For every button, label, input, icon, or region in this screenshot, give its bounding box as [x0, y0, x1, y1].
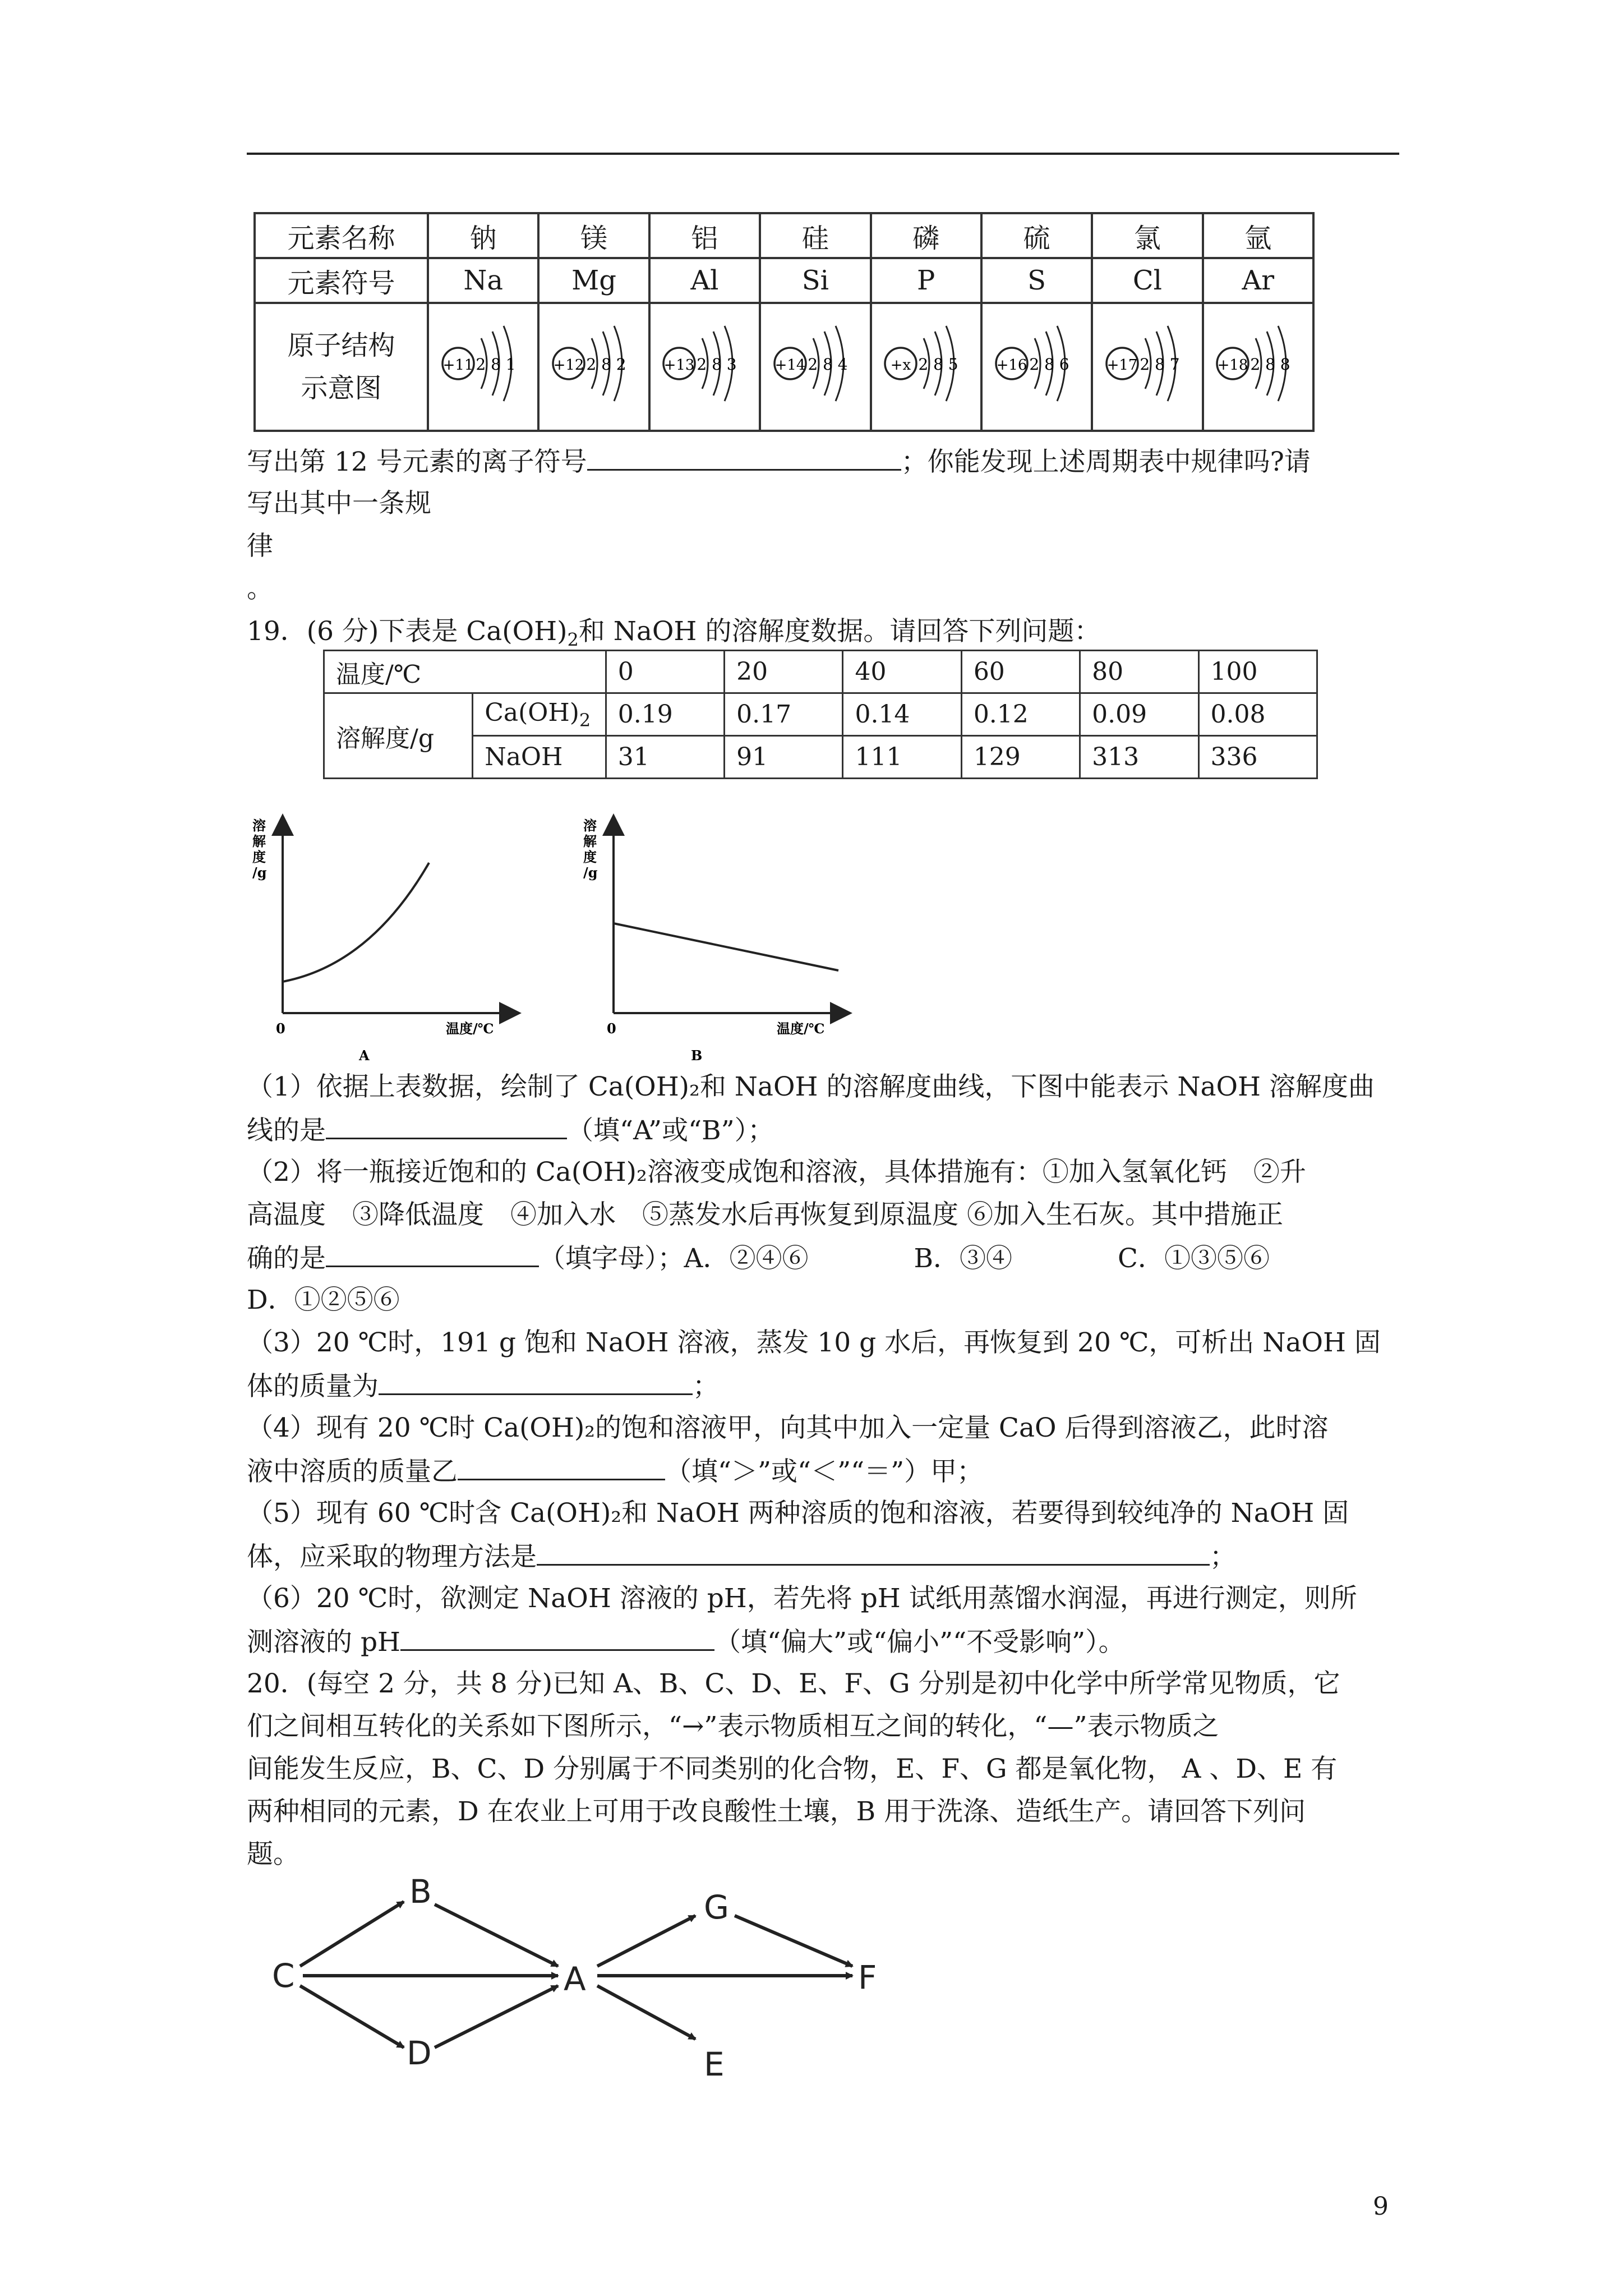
caoh-value: 0.14	[843, 693, 961, 736]
element-symbol: S	[981, 258, 1092, 303]
element-name: 氯	[1092, 213, 1202, 258]
q19-2-line1: （2）将一瓶接近饱和的 Ca(OH)₂溶液变成饱和溶液，具体措施有：①加入氢氧化钙 ②升	[247, 1157, 1306, 1188]
q19-5-line1: （5）现有 60 ℃时含 Ca(OH)₂和 NaOH 两种溶质的饱和溶液，若要得到较纯净的 NaOH 固	[247, 1498, 1349, 1529]
node-f: F	[858, 1958, 877, 1996]
node-d: D	[407, 2034, 432, 2072]
naoh-value: 313	[1080, 736, 1198, 779]
naoh-value: 111	[843, 736, 961, 779]
node-b: B	[409, 1872, 432, 1911]
temp-value: 80	[1080, 651, 1198, 693]
svg-text:2 8 4: 2 8 4	[808, 355, 848, 374]
q19-2-line4: D．①②⑤⑥	[247, 1285, 400, 1315]
temp-label: 温度/℃	[324, 651, 606, 693]
element-symbol: Si	[760, 258, 870, 303]
q19-2-line2: 高温度 ③降低温度 ④加入水 ⑤蒸发水后再恢复到原温度 ⑥加入生石灰。其中措施正	[247, 1199, 1283, 1230]
naoh-label: NaOH	[473, 736, 606, 779]
svg-text:度: 度	[252, 849, 266, 865]
atom-diagram	[1092, 303, 1202, 431]
svg-text:+11: +11	[442, 357, 474, 374]
svg-text:温度/℃: 温度/℃	[446, 1020, 494, 1037]
atom-diagram	[1203, 303, 1313, 431]
element-symbol: Na	[428, 258, 538, 303]
svg-text:+16: +16	[996, 357, 1027, 374]
q18-line3: 律	[247, 531, 273, 562]
curve-b	[614, 923, 838, 970]
svg-text:+18: +18	[1217, 357, 1248, 374]
q19-5-line2: 体，应采取的物理方法是 ；	[247, 1535, 1402, 1579]
element-name: 硅	[760, 213, 870, 258]
q19-3-line1: （3）20 ℃时，191 g 饱和 NaOH 溶液，蒸发 10 g 水后，再恢复到 20 ℃，可析出 NaOH 固	[247, 1327, 1381, 1358]
svg-text:+12: +12	[553, 357, 584, 374]
svg-text:2 8 6: 2 8 6	[1029, 355, 1069, 374]
q20-line4: 两种相同的元素，D 在农业上可用于改良酸性土壤，B 用于洗涤、造纸生产。请回答下列问	[247, 1796, 1306, 1827]
answer-blank[interactable]	[379, 1364, 693, 1395]
element-symbol: Ar	[1203, 258, 1313, 303]
element-name: 氩	[1203, 213, 1313, 258]
caoh-label: $Ca(OH)_2$	[473, 693, 606, 736]
answer-blank[interactable]	[537, 1535, 1210, 1566]
q19-4-line2: 液中溶质的质量乙 （填“＞”或“＜”“＝”）甲；	[247, 1450, 1402, 1493]
atom-diagram	[981, 303, 1092, 431]
caoh-value: 0.12	[961, 693, 1080, 736]
element-name: 硫	[981, 213, 1092, 258]
svg-text:+x: +x	[890, 357, 911, 374]
caoh-value: 0.19	[606, 693, 724, 736]
temp-value: 0	[606, 651, 724, 693]
svg-text:/g: /g	[252, 864, 267, 881]
svg-text:2 8 7: 2 8 7	[1140, 355, 1180, 374]
row-label-symbol: 元素符号	[255, 258, 428, 303]
element-name: 镁	[538, 213, 649, 258]
naoh-value: 336	[1198, 736, 1317, 779]
svg-text:溶: 溶	[583, 817, 597, 834]
element-name: 磷	[871, 213, 981, 258]
svg-text:+17: +17	[1106, 357, 1138, 374]
svg-text:+14: +14	[774, 357, 806, 374]
solubility-graphs	[247, 813, 920, 1071]
svg-text:A: A	[359, 1047, 370, 1064]
svg-text:0: 0	[607, 1020, 616, 1037]
svg-text:溶: 溶	[252, 817, 266, 834]
atom-diagram	[538, 303, 649, 431]
svg-text:2 8 5: 2 8 5	[918, 355, 958, 374]
q19-1-line1: （1）依据上表数据，绘制了 Ca(OH)₂和 NaOH 的溶解度曲线，下图中能表示 NaOH 溶解度曲	[247, 1071, 1375, 1102]
svg-text:2 8 2: 2 8 2	[586, 355, 626, 374]
naoh-value: 91	[725, 736, 843, 779]
answer-blank[interactable]	[326, 1108, 567, 1139]
node-a: A	[564, 1960, 586, 1998]
graph-a	[252, 817, 510, 1064]
q20-line3: 间能发生反应，B、C、D 分别属于不同类别的化合物，E、F、G 都是氧化物， A 、D、E 有	[247, 1754, 1338, 1784]
q20-line2: 们之间相互转化的关系如下图所示，“→”表示物质相互之间的转化，“—”表示物质之	[247, 1711, 1219, 1742]
caoh-value: 0.09	[1080, 693, 1198, 736]
temp-value: 60	[961, 651, 1080, 693]
node-e: E	[704, 2045, 725, 2083]
q18-line4: 。	[247, 573, 273, 604]
node-g: G	[704, 1888, 729, 1926]
graph-b	[583, 817, 841, 1064]
conversion-diagram	[247, 1868, 942, 2087]
q19-6-line1: （6）20 ℃时，欲测定 NaOH 溶液的 pH，若先将 pH 试纸用蒸馏水润湿，再进行测定，则所	[247, 1583, 1357, 1614]
svg-text:B: B	[691, 1047, 703, 1064]
solubility-label: 溶解度/g	[324, 693, 473, 779]
svg-text:解: 解	[583, 833, 597, 849]
curve-a	[283, 863, 429, 982]
header-rule	[247, 153, 1399, 155]
q20-line1: 20．(每空 2 分，共 8 分)已知 A、B、C、D、E、F、G 分别是初中化学中所学常见物质，它	[247, 1668, 1340, 1699]
answer-blank[interactable]	[400, 1620, 714, 1651]
q19-3-line2: 体的质量为 ；	[247, 1364, 1402, 1408]
svg-text:2 8 3: 2 8 3	[697, 355, 737, 374]
element-symbol: Cl	[1092, 258, 1202, 303]
page-number: 9	[1373, 2192, 1389, 2221]
answer-blank[interactable]	[326, 1236, 539, 1267]
svg-text:温度/℃: 温度/℃	[777, 1020, 825, 1037]
node-c: C	[272, 1957, 295, 1995]
svg-text:度: 度	[583, 849, 597, 865]
element-symbol: Mg	[538, 258, 649, 303]
q18-line2: 写出其中一条规	[247, 488, 431, 519]
naoh-value: 31	[606, 736, 724, 779]
atom-diagram	[871, 303, 981, 431]
row-label-name: 元素名称	[255, 213, 428, 258]
answer-blank[interactable]	[587, 440, 901, 471]
svg-text:/g: /g	[583, 864, 598, 881]
element-table	[253, 212, 1315, 432]
element-name: 钠	[428, 213, 538, 258]
svg-text:0: 0	[276, 1020, 285, 1037]
caoh-value: 0.08	[1198, 693, 1317, 736]
q18-line1: 写出第 12 号元素的离子符号 ；你能发现上述周期表中规律吗?请	[247, 440, 1402, 484]
svg-text:解: 解	[252, 833, 266, 849]
element-symbol: P	[871, 258, 981, 303]
atom-diagram	[649, 303, 760, 431]
q19-6-line2: 测溶液的 pH （填“偏大”或“偏小”“不受影响”）。	[247, 1620, 1402, 1664]
q20-line5: 题。	[247, 1839, 299, 1870]
atom-diagram	[428, 303, 538, 431]
svg-text:+13: +13	[664, 357, 695, 374]
q19-2-line3: 确的是 （填字母）；A．②④⑥ B．③④ C．①③⑤⑥	[247, 1236, 1402, 1280]
element-name: 铝	[649, 213, 760, 258]
svg-text:2 8 1: 2 8 1	[476, 355, 516, 374]
q19-4-line1: （4）现有 20 ℃时 Ca(OH)₂的饱和溶液甲，向其中加入一定量 CaO 后得到溶液乙，此时溶	[247, 1412, 1329, 1443]
temp-value: 40	[843, 651, 961, 693]
q19-1-line2: 线的是 （填“A”或“B”）；	[247, 1108, 1402, 1152]
row-label-structure: 原子结构 示意图	[255, 303, 428, 431]
naoh-value: 129	[961, 736, 1080, 779]
temp-value: 20	[725, 651, 843, 693]
temp-value: 100	[1198, 651, 1317, 693]
atom-diagram	[760, 303, 870, 431]
svg-text:2 8 8: 2 8 8	[1250, 355, 1290, 374]
caoh-value: 0.17	[725, 693, 843, 736]
q19-intro: 19．(6 分)下表是 $Ca(OH)_2$和 NaOH 的溶解度数据。请回答下列问题：	[247, 616, 1101, 651]
element-symbol: Al	[649, 258, 760, 303]
solubility-table	[323, 650, 1318, 779]
answer-blank[interactable]	[458, 1450, 665, 1480]
